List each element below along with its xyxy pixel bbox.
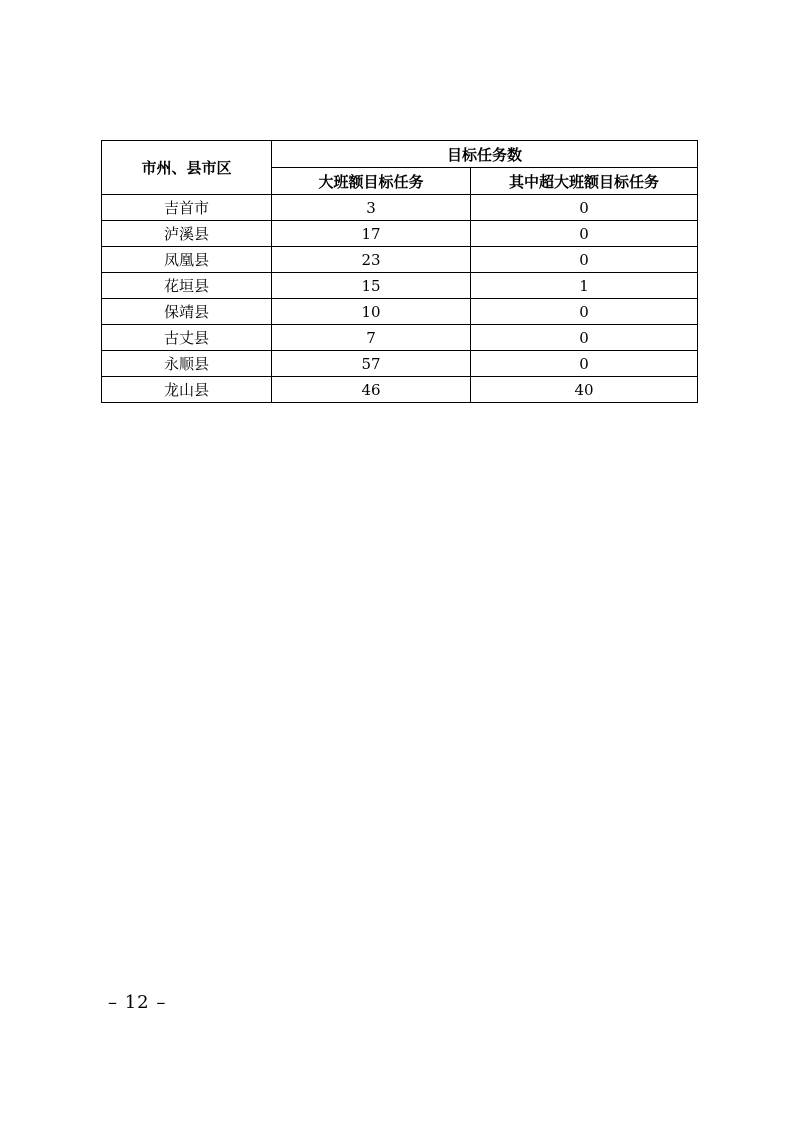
table-row — [102, 351, 698, 377]
cell-super-target: 0 — [471, 299, 698, 325]
cell-super-target: 0 — [471, 351, 698, 377]
cell-target: 3 — [272, 195, 471, 221]
header-region: 市州、县市区 — [102, 141, 272, 195]
table-row — [102, 247, 698, 273]
cell-target: 46 — [272, 377, 471, 403]
cell-super-target: 0 — [471, 195, 698, 221]
table-row — [102, 325, 698, 351]
cell-super-target: 0 — [471, 247, 698, 273]
cell-super-target: 0 — [471, 221, 698, 247]
cell-target: 15 — [272, 273, 471, 299]
cell-super-target: 1 — [471, 273, 698, 299]
table-row — [102, 195, 698, 221]
table-row — [102, 377, 698, 403]
table-row — [102, 299, 698, 325]
page-number: – 12 – — [108, 992, 167, 1013]
header-target-group: 目标任务数 — [272, 141, 698, 168]
cell-target: 17 — [272, 221, 471, 247]
cell-target: 10 — [272, 299, 471, 325]
cell-region: 泸溪县 — [102, 221, 272, 247]
cell-super-target: 40 — [471, 377, 698, 403]
cell-target: 23 — [272, 247, 471, 273]
cell-region: 古丈县 — [102, 325, 272, 351]
cell-region: 花垣县 — [102, 273, 272, 299]
cell-target: 57 — [272, 351, 471, 377]
cell-region: 龙山县 — [102, 377, 272, 403]
header-large-class-target: 大班额目标任务 — [272, 168, 471, 195]
target-task-table — [101, 140, 698, 403]
cell-region: 凤凰县 — [102, 247, 272, 273]
cell-super-target: 0 — [471, 325, 698, 351]
cell-target: 7 — [272, 325, 471, 351]
cell-region: 保靖县 — [102, 299, 272, 325]
cell-region: 吉首市 — [102, 195, 272, 221]
table-row — [102, 221, 698, 247]
table-row — [102, 273, 698, 299]
header-super-large-class-target: 其中超大班额目标任务 — [471, 168, 698, 195]
cell-region: 永顺县 — [102, 351, 272, 377]
